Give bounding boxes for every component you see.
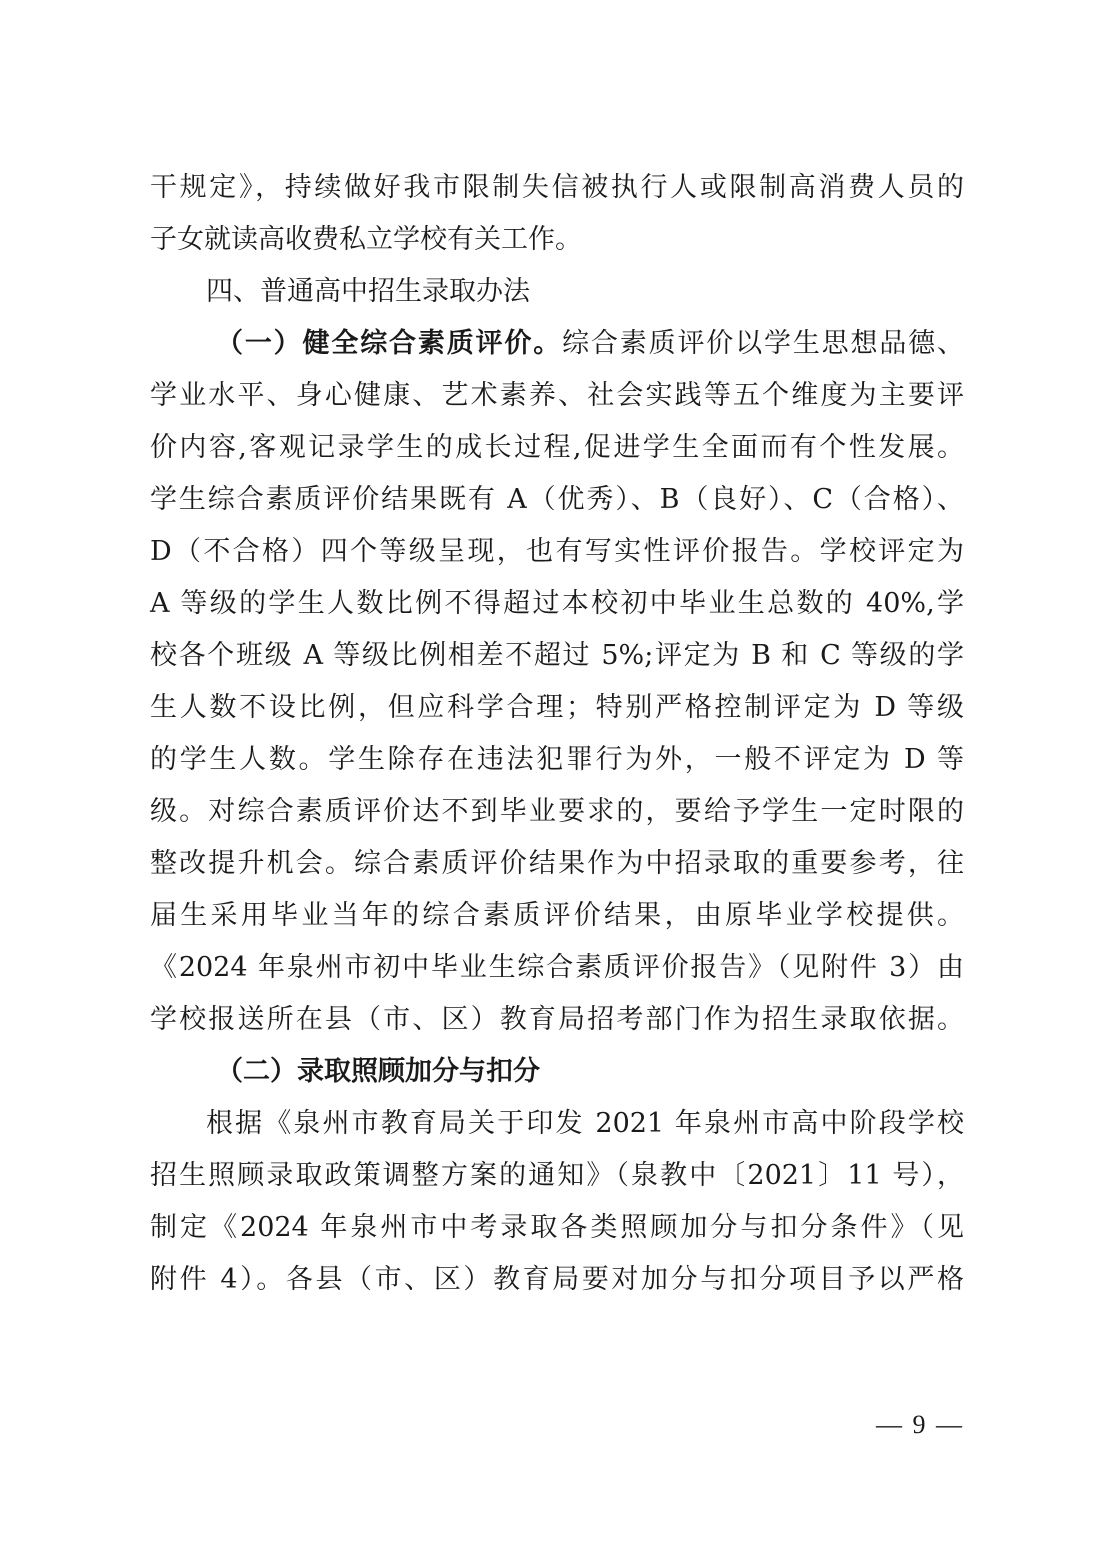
- text-line: [150, 1202, 964, 1254]
- text-line: [150, 734, 964, 786]
- subsection-heading: [150, 1046, 964, 1098]
- text-line: [150, 214, 964, 266]
- text-line: [150, 578, 964, 630]
- text-line: [150, 838, 964, 890]
- text-line: [150, 942, 964, 994]
- text-line: [150, 1098, 964, 1150]
- line-text: 级。对综合素质评价达不到毕业要求的，要给予学生一定时限的: [150, 796, 964, 827]
- line-text: 的学生人数。学生除存在违法犯罪行为外，一般不评定为 D 等: [150, 744, 964, 775]
- text-line: [150, 630, 964, 682]
- line-text: D（不合格）四个等级呈现，也有写实性评价报告。学校评定为: [150, 536, 964, 567]
- subsection-title: （二）录取照顾加分与扣分: [216, 1056, 540, 1087]
- text-line: [150, 682, 964, 734]
- text-line: [150, 162, 964, 214]
- text-line: [150, 526, 964, 578]
- line-text: 生人数不设比例，但应科学合理；特别严格控制评定为 D 等级: [150, 692, 964, 723]
- line-text: 附件 4）。各县（市、区）教育局要对加分与扣分项目予以严格: [150, 1264, 964, 1295]
- text-line: [150, 422, 964, 474]
- text-line: [150, 474, 964, 526]
- line-text: 届生采用毕业当年的综合素质评价结果，由原毕业学校提供。: [150, 900, 964, 931]
- subsection-heading: [150, 318, 964, 370]
- line-text: 干规定》，持续做好我市限制失信被执行人或限制高消费人员的: [150, 172, 964, 203]
- line-text: 学业水平、身心健康、艺术素养、社会实践等五个维度为主要评: [150, 380, 964, 411]
- text-line: [150, 890, 964, 942]
- text-line: [150, 1254, 964, 1306]
- subsection-text: 综合素质评价以学生思想品德、: [562, 328, 965, 359]
- text-line: [150, 370, 964, 422]
- line-text: 价内容,客观记录学生的成长过程,促进学生全面而有个性发展。: [150, 432, 964, 463]
- text-line: [150, 786, 964, 838]
- subsection-title: （一）健全综合素质评价。: [216, 328, 563, 359]
- line-text: 《2024 年泉州市初中毕业生综合素质评价报告》（见附件 3）由: [150, 952, 964, 983]
- heading-text: 四、普通高中招生录取办法: [206, 276, 530, 307]
- line-text: 学校报送所在县（市、区）教育局招考部门作为招生录取依据。: [150, 1004, 964, 1035]
- line-text: A 等级的学生人数比例不得超过本校初中毕业生总数的 40%,学: [150, 588, 964, 619]
- document-body: [150, 162, 964, 1306]
- section-heading: [150, 266, 964, 318]
- page-number: — 9 —: [876, 1410, 964, 1439]
- text-line: [150, 994, 964, 1046]
- line-text: 招生照顾录取政策调整方案的通知》（泉教中〔2021〕11 号），: [150, 1160, 964, 1191]
- line-text: 学生综合素质评价结果既有 A（优秀）、B（良好）、C（合格）、: [150, 484, 964, 515]
- line-text: 校各个班级 A 等级比例相差不超过 5%;评定为 B 和 C 等级的学: [150, 640, 964, 671]
- line-text: 根据《泉州市教育局关于印发 2021 年泉州市高中阶段学校: [206, 1108, 964, 1139]
- line-text: 子女就读高收费私立学校有关工作。: [150, 224, 582, 255]
- line-text: 整改提升机会。综合素质评价结果作为中招录取的重要参考，往: [150, 848, 964, 879]
- line-text: 制定《2024 年泉州市中考录取各类照顾加分与扣分条件》（见: [150, 1212, 964, 1243]
- text-line: [150, 1150, 964, 1202]
